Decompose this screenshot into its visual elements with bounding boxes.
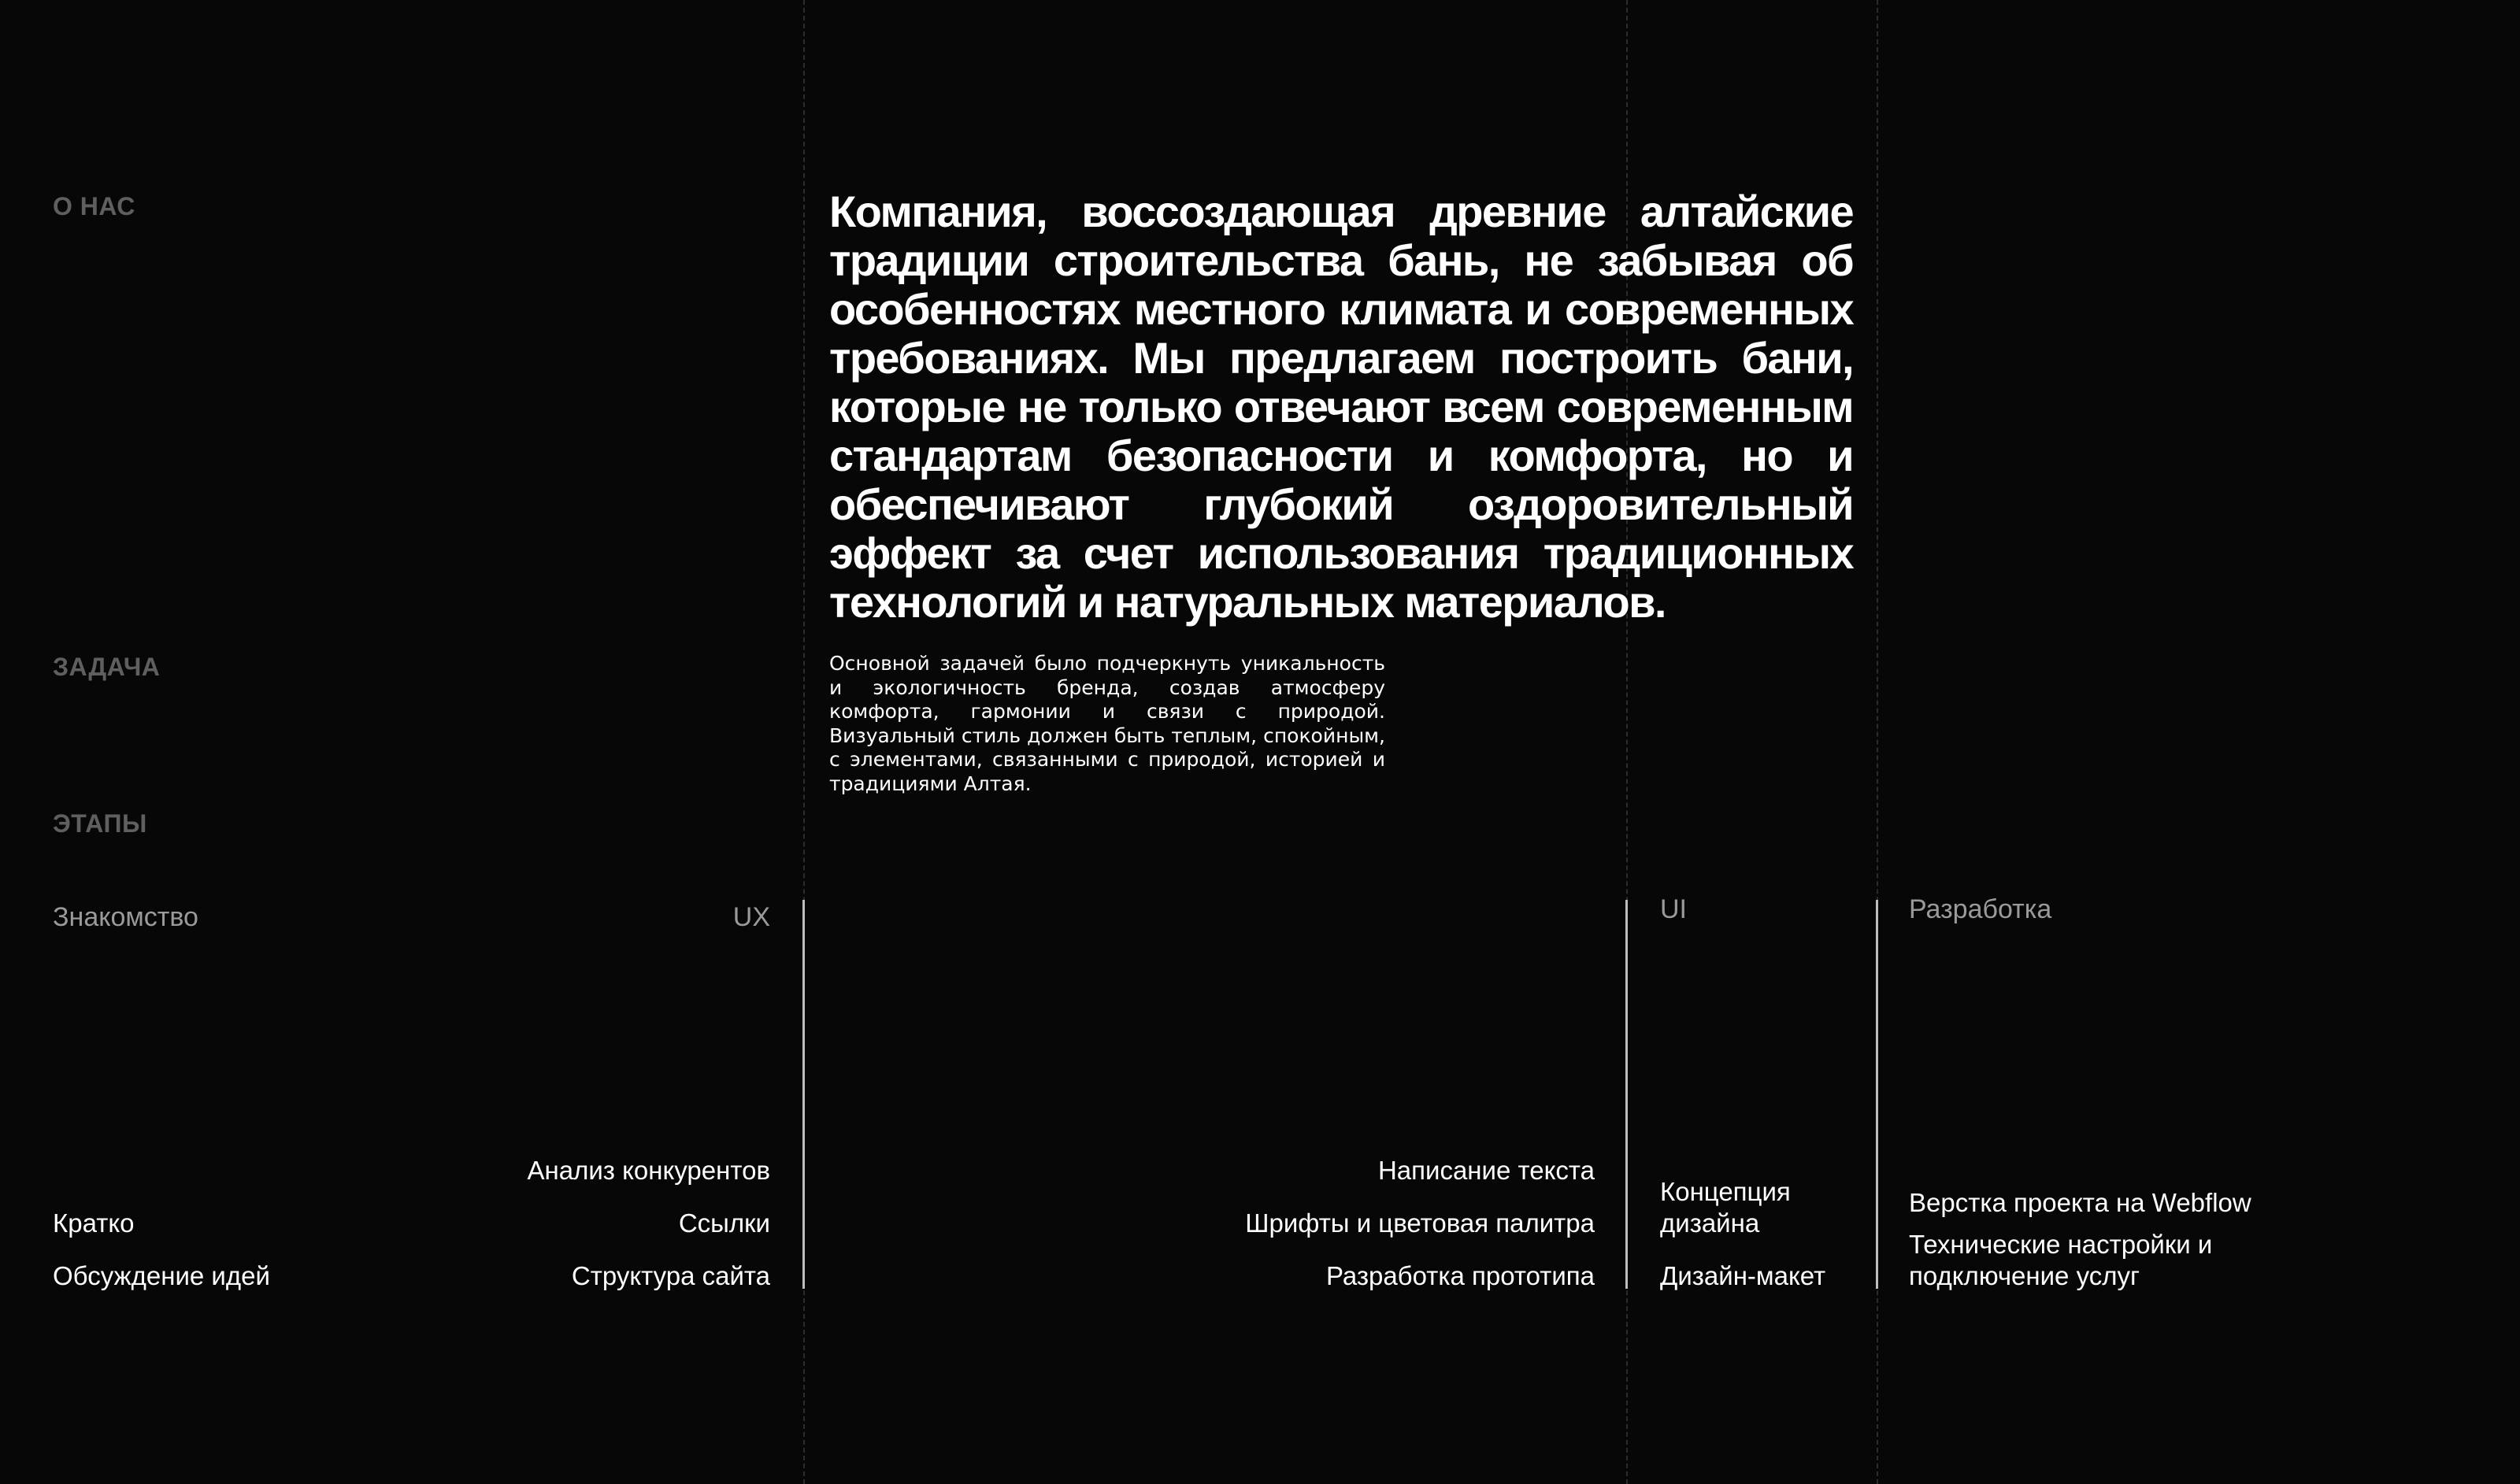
design-concept-line1: Концепция	[1660, 1177, 1791, 1206]
about-headline: Компания, воссоздающая древние алтайские традиции строительства бань, не забывая об особенностях местного климата и современных требованиях. Мы предлагаем построить бани, которые не только отвечают всем современным стандартам безопасности и комфорта, но и обеспечивают глубокий оздоровительный эффект за счет использования традиционных технологий и натуральных материалов.	[829, 187, 1853, 627]
task-description: Основной задачей было подчеркнуть уникальность и экологичность бренда, создав атмосферу комфорта, гармонии и связи с природой. Визуальный стиль должен быть теплым, спокойным, с элементами, связанными с природой, историей и традициями Алтая.	[829, 652, 1385, 795]
stage-item-fonts-palette: Шрифты и цветовая палитра	[1245, 1208, 1595, 1238]
stage-item-site-structure: Структура сайта	[571, 1261, 770, 1290]
stage-item-ideas: Обсуждение идей	[53, 1261, 270, 1290]
stage-item-design-layout: Дизайн-макет	[1660, 1261, 1826, 1290]
stage-item-copywriting: Написание текста	[1377, 1156, 1595, 1185]
stage-item-design-concept	[1660, 1176, 1791, 1239]
stage-item-brief: Кратко	[53, 1208, 135, 1238]
section-label-stages: ЭТАПЫ	[53, 809, 147, 838]
stage-item-competitors: Анализ конкурентов	[527, 1156, 770, 1185]
stage-divider	[1625, 900, 1628, 1289]
stage-divider	[1876, 900, 1878, 1289]
technical-setup-line2: подключение услуг	[1909, 1261, 2140, 1290]
stage-divider	[802, 900, 805, 1289]
section-label-task: ЗАДАЧА	[53, 653, 161, 681]
stage-item-technical-setup	[1909, 1229, 2232, 1292]
stage-item-references: Ссылки	[678, 1208, 770, 1238]
stage-item-webflow: Верстка проекта на Webflow	[1909, 1188, 2251, 1217]
design-concept-line2: дизайна	[1660, 1208, 1760, 1238]
technical-setup-line1: Технические настройки и	[1909, 1230, 2213, 1259]
stage-item-prototype: Разработка прототипа	[1325, 1261, 1595, 1290]
stage-title-ux: UX	[732, 902, 770, 932]
stage-title-intro: Знакомство	[53, 902, 198, 932]
stage-title-ui: UI	[1660, 894, 1687, 924]
section-label-about: О НАС	[53, 192, 135, 220]
stage-title-development: Разработка	[1909, 894, 2052, 924]
